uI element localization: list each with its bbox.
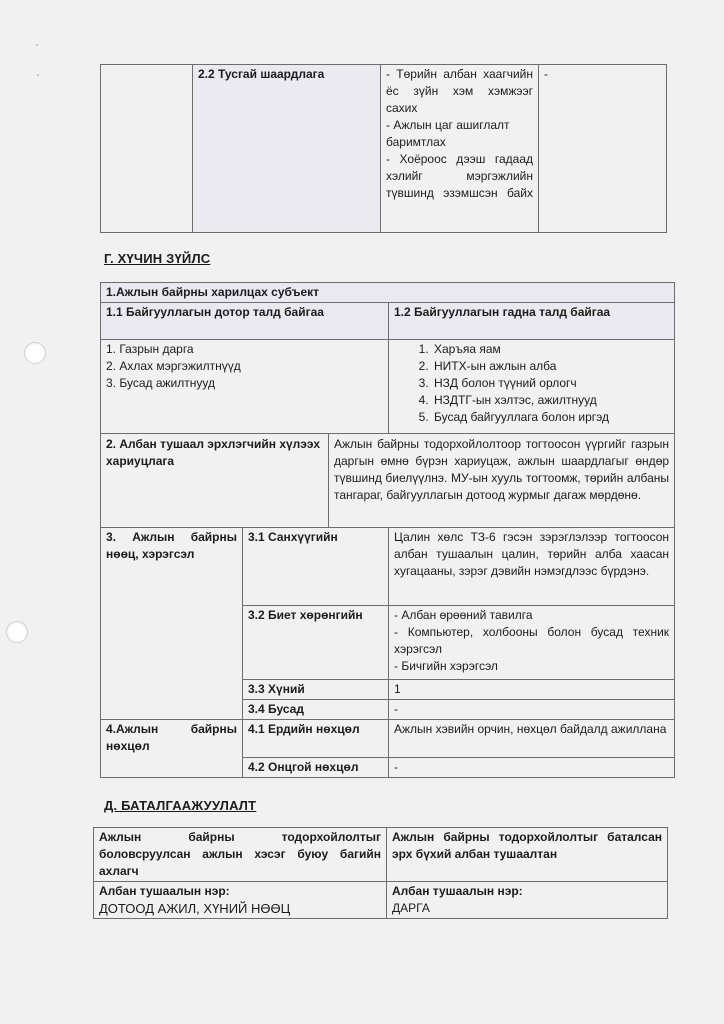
internal-item: 3. Бусад ажилтнууд <box>106 376 215 390</box>
scan-speck <box>36 44 38 46</box>
conditions-label: 4.Ажлын байрны нөхцөл <box>101 720 243 778</box>
external-item: 4. НЗДТГ-ын хэлтэс, ажилтнууд <box>432 392 669 409</box>
physical-item: - Компьютер, холбооны болон бусад техник хэрэгсэл <box>394 625 670 656</box>
factors-table <box>100 282 675 778</box>
responsibility-text: Ажлын байрны тодорхойлолтоор тогтоосон үүргийг газрын даргын өмнө бүрэн хариуцаж, ажлын шаардлагыг өндөр түвшинд биелүүлнэ. МУ-ын хууль тогтоомж, төрийн албаны тангараг, байгууллагын дотоод журмыг дагаж мөрдөнө. <box>329 434 675 528</box>
scan-speck <box>37 74 39 76</box>
financial-label: 3.1 Санхүүгийн <box>243 528 389 606</box>
human-label: 3.3 Хүний <box>243 680 389 700</box>
special-requirements-label: 2.2 Тусгай шаардлага <box>193 65 381 233</box>
physical-item: - Албан өрөөний тавилга <box>394 608 533 622</box>
physical-list <box>389 606 675 680</box>
external-item: 3. НЗД болон түүний орлогч <box>432 375 669 392</box>
section-g-heading: Г. ХҮЧИН ЗҮЙЛС <box>104 251 211 266</box>
approved-by-header: Ажлын байрны тодорхойлолтыг баталсан эрх бүхий албан тушаалтан <box>387 828 668 882</box>
internal-item: 2. Ахлах мэргэжилтнүүд <box>106 359 241 373</box>
other-label: 3.4 Бусад <box>243 700 389 720</box>
special-conditions-value: - <box>389 758 675 778</box>
binder-hole-top <box>24 342 46 364</box>
position-label: Албан тушаалын нэр: <box>392 884 523 898</box>
special-conditions-label: 4.2 Онцгой нөхцөл <box>243 758 389 778</box>
binder-hole-bottom <box>6 621 28 643</box>
physical-label: 3.2 Биет хөрөнгийн <box>243 606 389 680</box>
approval-table <box>93 827 668 919</box>
human-value: 1 <box>389 680 675 700</box>
other-value: - <box>389 700 675 720</box>
normal-conditions-text: Ажлын хэвийн орчин, нөхцөл байдалд ажиллана <box>389 720 675 758</box>
physical-item: - Бичгийн хэрэгсэл <box>394 659 498 673</box>
external-item: 5. Бусад байгууллага болон иргэд <box>432 409 669 426</box>
prepared-by-header: Ажлын байрны тодорхойлолтыг боловсруулсан ажлын хэсэг буюу багийн ахлагч <box>94 828 387 882</box>
normal-conditions-label: 4.1 Ердийн нөхцөл <box>243 720 389 758</box>
external-item: 1. Харъяа яам <box>432 341 669 358</box>
work-relations-title: 1.Ажлын байрны харилцах субъект <box>101 283 675 303</box>
external-item: 2. НИТХ-ын ажлын алба <box>432 358 669 375</box>
resources-label: 3. Ажлын байрны нөөц, хэрэгсэл <box>101 528 243 720</box>
position-value: ДОТООД АЖИЛ, ХҮНИЙ НӨӨЦ <box>99 901 291 916</box>
empty-cell <box>101 65 193 233</box>
external-header: 1.2 Байгууллагын гадна талд байгаа <box>389 303 675 340</box>
internal-header <box>101 303 389 340</box>
position-value: ДАРГА <box>392 901 430 915</box>
internal-header-text: 1.1 Байгууллагын дотор талд байгаа <box>106 305 324 319</box>
special-requirements-table <box>100 64 667 233</box>
special-requirements-value: - <box>539 65 667 233</box>
approved-by-position <box>387 882 668 919</box>
section-d-heading: Д. БАТАЛГААЖУУЛАЛТ <box>104 798 257 813</box>
requirement-item: - Хоёроос дээш гадаад хэлийг мэргэжлийн түвшинд эзэмшсэн байх <box>386 152 533 200</box>
prepared-by-position <box>94 882 387 919</box>
responsibility-label: 2. Албан тушаал эрхлэгчийн хүлээх хариуцлага <box>101 434 329 528</box>
internal-list <box>101 340 389 434</box>
internal-item: 1. Газрын дарга <box>106 342 194 356</box>
position-label: Албан тушаалын нэр: <box>99 884 230 898</box>
external-list <box>389 340 675 434</box>
special-requirements-list <box>381 65 539 233</box>
requirement-item: - Төрийн албан хаагчийн ёс зүйн хэм хэмжээг сахих <box>386 67 533 115</box>
requirement-item: - Ажлын цаг ашиглалт баримтлах <box>386 118 510 149</box>
financial-text: Цалин хөлс ТЗ-6 гэсэн зэрэглэлээр тогтоосон албан тушаалын цалин, төрийн алба хаасан хугацааны, зэрэг дэвийн нэмэгдлээс бүрдэнэ. <box>389 528 675 606</box>
